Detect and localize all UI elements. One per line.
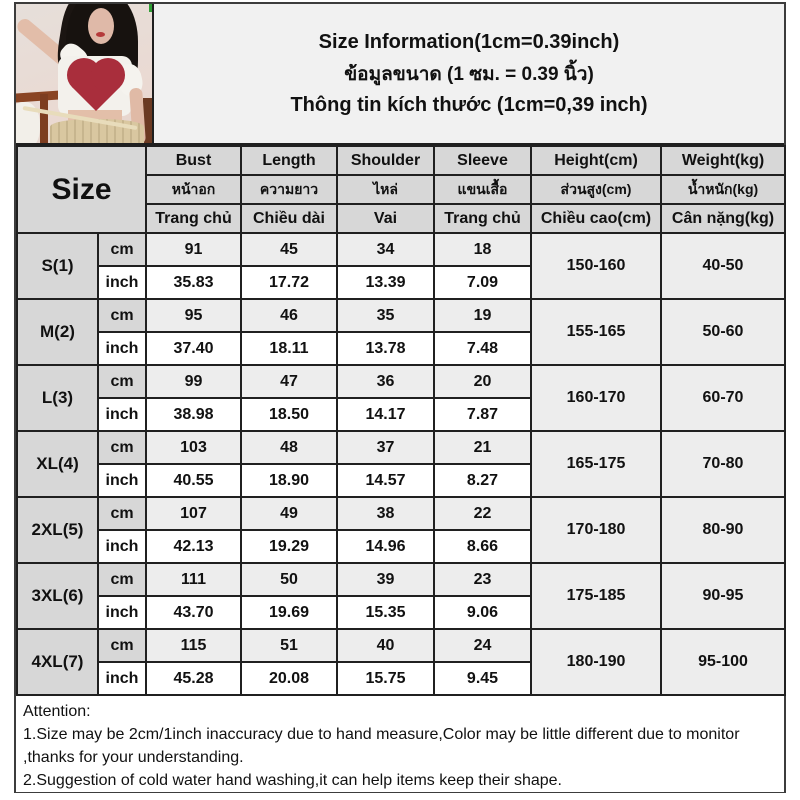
height-range: 180-190: [531, 629, 661, 695]
sleeve-cm-value: 21: [434, 431, 531, 464]
attention-note: [16, 696, 784, 792]
bust-inch-value: 35.83: [146, 266, 241, 299]
table-row: [17, 365, 785, 398]
height-range: 175-185: [531, 563, 661, 629]
col-header-weight: Weight(kg): [661, 146, 785, 175]
col-header-sleeve-vi: Trang chủ: [434, 204, 531, 233]
title-english: Size Information(1cm=0.39inch): [318, 30, 620, 53]
shoulder-cm-value: 35: [337, 299, 434, 332]
col-header-weight-th: น้ำหนัก(kg): [661, 175, 785, 204]
height-range: 150-160: [531, 233, 661, 299]
length-cm-value: 45: [241, 233, 337, 266]
col-header-shoulder-th: ไหล่: [337, 175, 434, 204]
table-row: [17, 233, 785, 266]
table-row: [17, 299, 785, 332]
weight-range: 60-70: [661, 365, 785, 431]
sleeve-cm-value: 23: [434, 563, 531, 596]
height-range: 160-170: [531, 365, 661, 431]
length-cm-value: 51: [241, 629, 337, 662]
size-cell: XL(4): [17, 431, 98, 497]
bust-cm-value: 115: [146, 629, 241, 662]
length-inch-value: 19.29: [241, 530, 337, 563]
col-header-weight-vi: Cân nặng(kg): [661, 204, 785, 233]
weight-range: 95-100: [661, 629, 785, 695]
shoulder-inch-value: 14.57: [337, 464, 434, 497]
length-cm-value: 48: [241, 431, 337, 464]
col-header-height: Height(cm): [531, 146, 661, 175]
size-cell: M(2): [17, 299, 98, 365]
shoulder-cm-value: 34: [337, 233, 434, 266]
unit-inch-cell: inch: [98, 332, 146, 365]
unit-cm-cell: cm: [98, 365, 146, 398]
col-header-length-th: ความยาว: [241, 175, 337, 204]
title-thai: ข้อมูลขนาด (1 ซม. = 0.39 นิ้ว): [344, 63, 594, 85]
table-row: [17, 629, 785, 662]
header-section: [16, 4, 784, 145]
bust-inch-value: 43.70: [146, 596, 241, 629]
weight-range: 80-90: [661, 497, 785, 563]
bust-cm-value: 99: [146, 365, 241, 398]
shoulder-inch-value: 13.78: [337, 332, 434, 365]
col-header-sleeve: Sleeve: [434, 146, 531, 175]
col-header-length-vi: Chiều dài: [241, 204, 337, 233]
shoulder-inch-value: 14.96: [337, 530, 434, 563]
shoulder-inch-value: 13.39: [337, 266, 434, 299]
length-inch-value: 17.72: [241, 266, 337, 299]
unit-inch-cell: inch: [98, 530, 146, 563]
sleeve-inch-value: 8.66: [434, 530, 531, 563]
green-artifact: [149, 4, 154, 12]
size-cell: S(1): [17, 233, 98, 299]
bust-inch-value: 37.40: [146, 332, 241, 365]
unit-cm-cell: cm: [98, 497, 146, 530]
bust-inch-value: 42.13: [146, 530, 241, 563]
size-chart-panel: [14, 2, 786, 793]
bust-cm-value: 103: [146, 431, 241, 464]
length-inch-value: 19.69: [241, 596, 337, 629]
bust-inch-value: 38.98: [146, 398, 241, 431]
header-row-english: [17, 146, 785, 175]
sleeve-cm-value: 19: [434, 299, 531, 332]
col-header-bust-vi: Trang chủ: [146, 204, 241, 233]
product-photo: [16, 4, 154, 143]
unit-inch-cell: inch: [98, 266, 146, 299]
bust-inch-value: 45.28: [146, 662, 241, 695]
col-header-height-vi: Chiều cao(cm): [531, 204, 661, 233]
shoulder-inch-value: 15.75: [337, 662, 434, 695]
shoulder-cm-value: 37: [337, 431, 434, 464]
sleeve-inch-value: 8.27: [434, 464, 531, 497]
col-header-bust-th: หน้าอก: [146, 175, 241, 204]
size-cell: L(3): [17, 365, 98, 431]
table-row: [17, 431, 785, 464]
sleeve-inch-value: 7.87: [434, 398, 531, 431]
sleeve-cm-value: 22: [434, 497, 531, 530]
weight-range: 40-50: [661, 233, 785, 299]
sleeve-inch-value: 7.09: [434, 266, 531, 299]
length-inch-value: 18.11: [241, 332, 337, 365]
col-header-length: Length: [241, 146, 337, 175]
height-range: 170-180: [531, 497, 661, 563]
unit-inch-cell: inch: [98, 398, 146, 431]
col-header-height-th: ส่วนสูง(cm): [531, 175, 661, 204]
col-header-shoulder-vi: Vai: [337, 204, 434, 233]
sleeve-cm-value: 18: [434, 233, 531, 266]
table-row: [17, 563, 785, 596]
size-cell: 3XL(6): [17, 563, 98, 629]
length-inch-value: 18.50: [241, 398, 337, 431]
model-lips: [96, 32, 105, 37]
chair-post-shape: [40, 94, 48, 143]
unit-cm-cell: cm: [98, 629, 146, 662]
sleeve-cm-value: 20: [434, 365, 531, 398]
title-vietnamese: Thông tin kích thước (1cm=0,39 inch): [290, 93, 648, 116]
model-face: [88, 8, 114, 44]
unit-inch-cell: inch: [98, 662, 146, 695]
col-header-shoulder: Shoulder: [337, 146, 434, 175]
unit-inch-cell: inch: [98, 596, 146, 629]
unit-cm-cell: cm: [98, 233, 146, 266]
sleeve-inch-value: 9.45: [434, 662, 531, 695]
weight-range: 50-60: [661, 299, 785, 365]
height-range: 155-165: [531, 299, 661, 365]
size-cell: 2XL(5): [17, 497, 98, 563]
shoulder-inch-value: 15.35: [337, 596, 434, 629]
attention-line-2: ,thanks for your understanding.: [23, 749, 244, 766]
unit-cm-cell: cm: [98, 563, 146, 596]
bust-cm-value: 91: [146, 233, 241, 266]
attention-title: Attention:: [23, 703, 91, 720]
sleeve-cm-value: 24: [434, 629, 531, 662]
sleeve-inch-value: 7.48: [434, 332, 531, 365]
bust-cm-value: 95: [146, 299, 241, 332]
length-inch-value: 20.08: [241, 662, 337, 695]
length-inch-value: 18.90: [241, 464, 337, 497]
shoulder-inch-value: 14.17: [337, 398, 434, 431]
weight-range: 90-95: [661, 563, 785, 629]
shoulder-cm-value: 39: [337, 563, 434, 596]
bust-cm-value: 107: [146, 497, 241, 530]
bust-inch-value: 40.55: [146, 464, 241, 497]
size-header-cell: Size: [17, 146, 146, 233]
shoulder-cm-value: 36: [337, 365, 434, 398]
shoulder-cm-value: 40: [337, 629, 434, 662]
length-cm-value: 47: [241, 365, 337, 398]
size-table: [16, 145, 786, 696]
bust-cm-value: 111: [146, 563, 241, 596]
sleeve-inch-value: 9.06: [434, 596, 531, 629]
unit-cm-cell: cm: [98, 299, 146, 332]
col-header-sleeve-th: แขนเสื้อ: [434, 175, 531, 204]
unit-cm-cell: cm: [98, 431, 146, 464]
height-range: 165-175: [531, 431, 661, 497]
shoulder-cm-value: 38: [337, 497, 434, 530]
attention-line-3: 2.Suggestion of cold water hand washing,it can help items keep their shape.: [23, 772, 562, 789]
size-cell: 4XL(7): [17, 629, 98, 695]
attention-line-1: 1.Size may be 2cm/1inch inaccuracy due to hand measure,Color may be little different due to monitor: [23, 726, 740, 743]
table-row: [17, 497, 785, 530]
weight-range: 70-80: [661, 431, 785, 497]
col-header-bust: Bust: [146, 146, 241, 175]
unit-inch-cell: inch: [98, 464, 146, 497]
length-cm-value: 50: [241, 563, 337, 596]
length-cm-value: 49: [241, 497, 337, 530]
length-cm-value: 46: [241, 299, 337, 332]
title-block: [154, 4, 784, 143]
